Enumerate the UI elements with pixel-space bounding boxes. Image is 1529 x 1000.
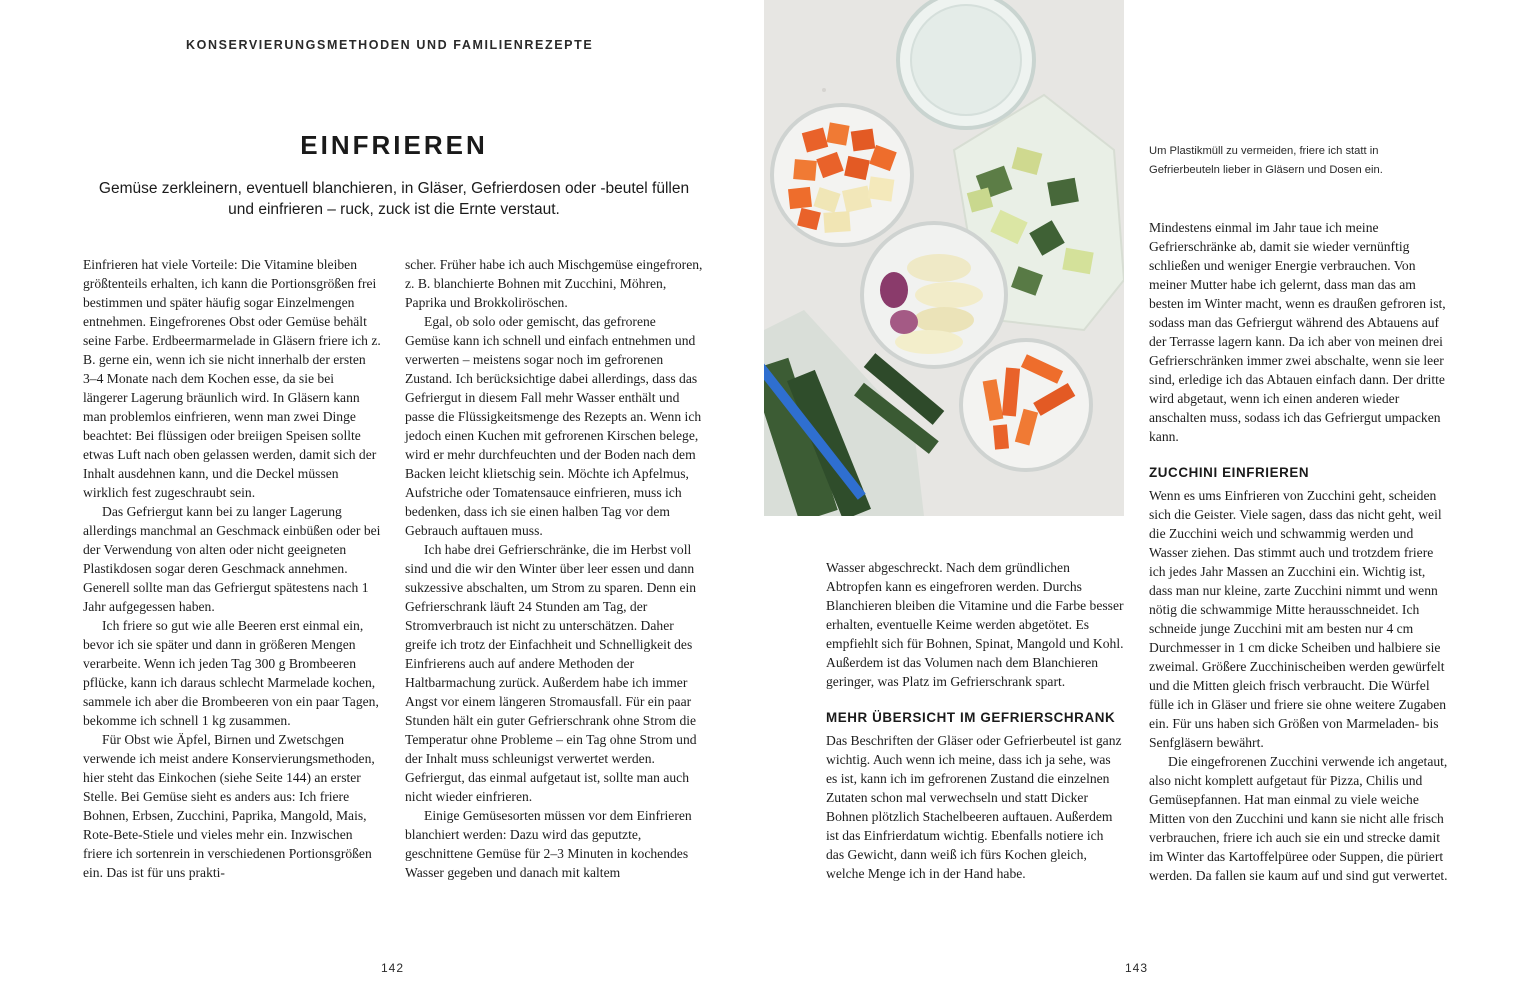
page-number-right: 143 [1125, 961, 1149, 975]
paragraph: Für Obst wie Äpfel, Birnen und Zwetschgen verwende ich meist andere Konservierungsmethoden, hier steht das Einkochen (siehe Seite 144) an erster Stelle. Bei Gemüse sieht es anders aus: Ich friere Bohnen, Erbsen, Zucchini, Paprika, Mangold, Mais, Rote-Bete-Stiele und vieles mehr ein. Inzwischen friere ich sortenrein in verschiedenen Portionsgrößen ein. Das ist für uns prakti- [83, 732, 375, 880]
chapter-title: EINFRIEREN [300, 130, 488, 160]
paragraph: Ich habe drei Gefrierschränke, die im Herbst voll sind und die wir den Winter über leer essen und dann sukzessive abschalten, um Strom zu sparen. Denn ein Gefrierschrank läuft 24 Stunden am Tag, der Stromverbrauch ist nicht zu unterschätzen. Daher greife ich trotz der Einfachheit und Schnelligkeit des Einfrierens auch auf andere Methoden der Haltbarmachung zurück. Außerdem habe ich immer Angst vor einem längeren Stromausfall. Für ein paar Stunden hält ein guter Gefrierschrank ohne Strom die Temperatur ohne Probleme – ein Tag ohne Strom und der Inhalt muss schleunigst verwertet werden. Gefriergut, das einmal aufgetaut ist, sollte man auch nicht wieder einfrieren. [405, 542, 697, 804]
paragraph: Einfrieren hat viele Vorteile: Die Vitamine bleiben größtenteils erhalten, ich kann die Portionsgrößen frei bestimmen und später häufig sogar Einzelmengen entnehmen. Eingefrorenes Obst oder Gemüse behält seine Farbe. Erdbeermarmelade in Gläsern friere ich z. B. gerne ein, wenn ich sie nicht innerhalb der ersten 3–4 Monate nach dem Kochen esse, da sie bei längerer Lagerung bräunlich wird. In Gläsern kann man problemlos einfrieren, wenn man zwei Dinge beachtet: Bei flüssigen oder breiigen Speisen sollte etwas Luft nach oben gelassen werden, damit sich der Inhalt ausdehnen kann, und die Deckel müssen wirklich fest zugeschraubt sein. [83, 257, 381, 500]
paragraph: Wasser abgeschreckt. Nach dem gründlichen Abtropfen kann es eingefroren werden. Durchs Blanchieren bleiben die Vitamine und die Farbe besser erhalten, eventuelle Keime werden abgetötet. Es empfiehlt sich für Bohnen, Spinat, Mangold und Kohl. Außerdem ist das Volumen nach dem Blanchieren geringer, was Platz im Gefrierschrank spart. [826, 560, 1124, 689]
body-column-3 [826, 558, 1124, 883]
paragraph: Ich friere so gut wie alle Beeren erst einmal ein, bevor ich sie später und dann in größeren Mengen verarbeite. Wenn ich jeden Tag 300 g Brombeeren pflücke, kann ich daraus schlecht Marmelade kochen, sammele ich aber die Brombeeren von ein paar Tagen, bekomme ich schnell 1 kg zusammen. [83, 618, 379, 728]
photo-caption: Um Plastikmüll zu vermeiden, friere ich statt in Gefrierbeuteln lieber in Gläsern und Dosen ein. [1149, 145, 1383, 176]
paragraph: scher. Früher habe ich auch Mischgemüse eingefroren, z. B. blanchierte Bohnen mit Zucchini, Möhren, Paprika und Brokkoliröschen. [405, 257, 703, 310]
photo-illustration [764, 0, 1124, 516]
section-heading: ZUCCHINI EINFRIEREN [1149, 465, 1310, 480]
lead-text: Gemüse zerkleinern, eventuell blanchieren, in Gläser, Gefrierdosen oder -beutel füllen und einfrieren – ruck, zuck ist die Ernte verstaut. [98, 180, 690, 218]
body-column-2 [405, 255, 703, 882]
section-heading: MEHR ÜBERSICHT IM GEFRIERSCHRANK [826, 710, 1116, 725]
paragraph: Egal, ob solo oder gemischt, das gefrorene Gemüse kann ich schnell und einfach entnehmen und verwerten – meistens sogar noch im gefrorenen Zustand. Ich berücksichtige dabei allerdings, dass das Gefriergut in diesem Fall mehr Wasser enthält und passe die Flüssigkeitsmenge des Rezepts an. Wenn ich jedoch einen Kuchen mit gefrorenen Kirschen belege, wird er mehr durchfeuchten und der Boden nach dem Backen leicht klietschig sein. Möchte ich Apfelmus, Aufstriche oder Tomatensauce einfrieren, muss ich bedenken, dass ich sie einen halben Tag vor dem Gebrauch auftauen muss. [405, 314, 702, 538]
body-column-1 [83, 255, 381, 882]
paragraph: Das Beschriften der Gläser oder Gefrierbeutel ist ganz wichtig. Auch wenn ich meine, dass ich ja sehe, was es ist, kann ich im gefrorenen Zustand die einzelnen Zutaten schon mal verwechseln und statt Dicker Bohnen plötzlich Stachelbeeren auftauen. Außerdem ist das Einfrierdatum wichtig. Ebenfalls notiere ich das Gewicht, dann weiß ich fürs Kochen gleich, welche Menge ich in der Hand habe. [826, 733, 1122, 881]
frozen-vegetables-photo [764, 0, 1124, 516]
paragraph: Mindestens einmal im Jahr taue ich meine Gefrierschränke ab, damit sie wieder vernünftig schließen und weniger Energie verbrauchen. Von meiner Mutter habe ich gelernt, dass man das am besten im Winter macht, wenn es draußen gefroren ist, sodass man das Gefriergut während des Abtauens auf der Terrasse lagern kann. Da ich aber von meinen drei Gefrierschränken immer zwei abschalte, wenn sie leer sind, erledige ich das Abtauen einfach dann. Der dritte wird abgetaut, wenn ich einen anderen wieder anschalten muss, sodass ich das Gefriergut umpacken kann. [1149, 220, 1446, 444]
body-column-4 [1149, 218, 1449, 885]
paragraph: Wenn es ums Einfrieren von Zucchini geht, scheiden sich die Geister. Viele sagen, dass das nicht geht, weil die Zucchini weich und schwammig werden und Wasser ziehen. Das stimmt auch und trotzdem friere ich jedes Jahr Massen an Zucchini ein. Wichtig ist, dass man nur kleine, zarte Zucchini nimmt und wenn nötig die schwammige Mitte herausschneidet. Ich schneide junge Zucchini mit am besten nur 4 cm Durchmesser in 1 cm dicke Scheiben und halbiere sie zweimal. Größere Zucchinischeiben werden gewürfelt und die Mitten gleich frisch verbraucht. Die Würfel fülle ich in Gläser und friere sie ohne weitere Zugaben ein. Für uns haben sich Größen von Marmeladen- bis Senfgläsern bewährt. [1149, 488, 1447, 750]
paragraph: Das Gefriergut kann bei zu langer Lagerung allerdings manchmal an Geschmack einbüßen oder bei der Verwendung von alten oder nicht geeigneten Plastikdosen sogar deren Geschmack annehmen. Generell sollte man das Gefriergut spätestens nach 1 Jahr aufgegessen haben. [83, 504, 381, 614]
running-head: KONSERVIERUNGSMETHODEN UND FAMILIENREZEPTE [186, 38, 594, 52]
paragraph: Die eingefrorenen Zucchini verwende ich angetaut, also nicht komplett aufgetaut für Pizza, Chilis und Gemüsepfannen. Hat man einmal zu viele weiche Mitten von den Zucchini und kann sie nicht alle frisch verbrauchen, friere ich auch sie ein und strecke damit im Winter das Kartoffelpüree oder Suppen, die püriert werden. Da fallen sie kaum auf und sind gut verwertet. [1149, 754, 1448, 883]
page-number-left: 142 [381, 961, 405, 975]
paragraph: Einige Gemüsesorten müssen vor dem Einfrieren blanchiert werden: Dazu wird das geputzte, geschnittene Gemüse für 2–3 Minuten in kochendes Wasser gegeben und danach mit kaltem [405, 808, 692, 880]
